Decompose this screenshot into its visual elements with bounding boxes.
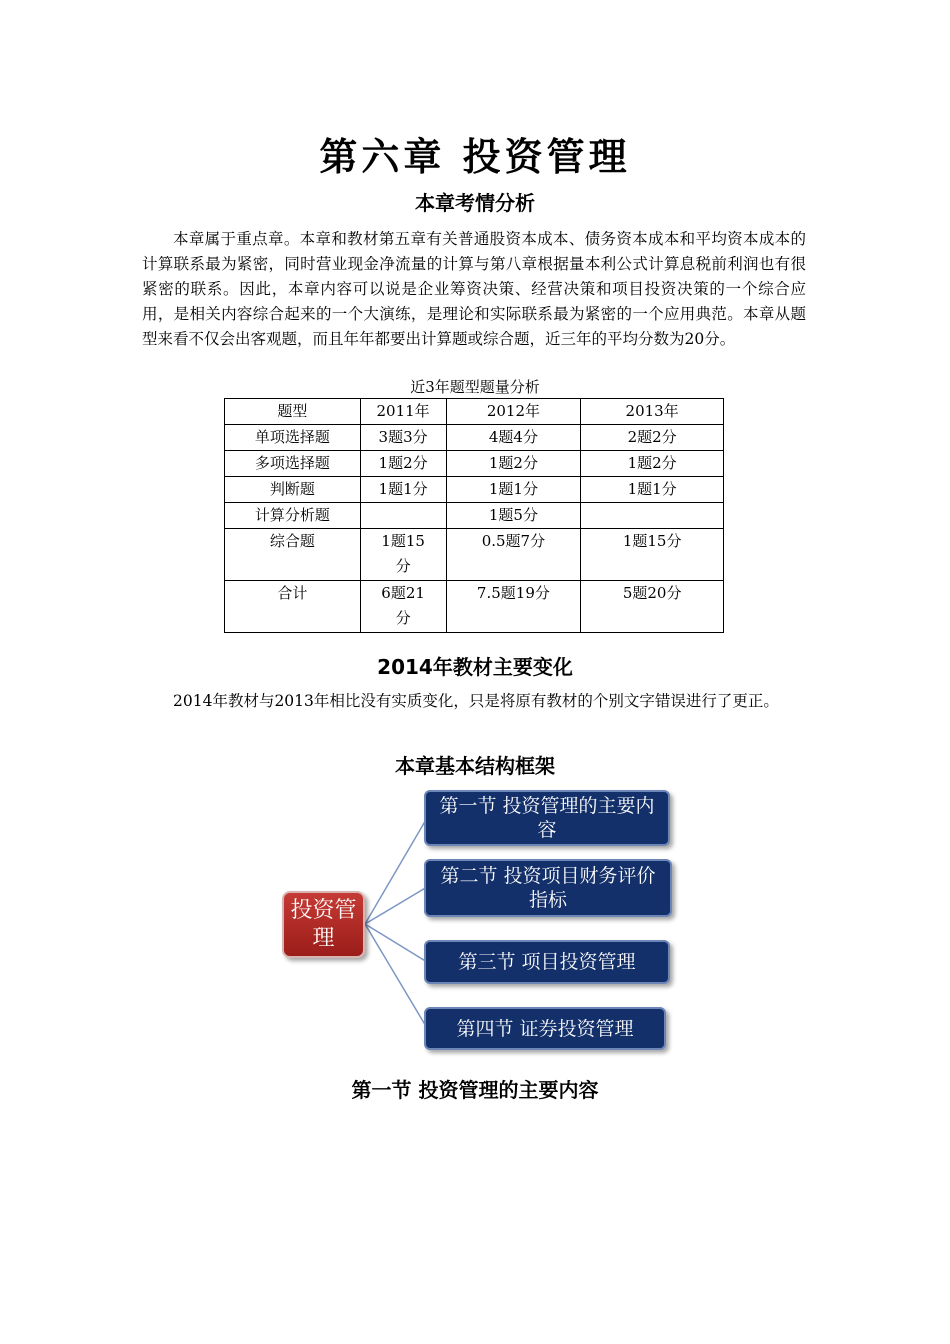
framework-node-section-3: 第三节 项目投资管理 bbox=[424, 940, 670, 984]
table-cell: 合计 bbox=[225, 581, 361, 633]
table-cell: 1题2分 bbox=[360, 451, 446, 477]
framework-node-section-4: 第四节 证券投资管理 bbox=[424, 1007, 666, 1050]
exam-analysis-paragraph: 本章属于重点章。本章和教材第五章有关普通股资本成本、债务资本成本和平均资本成本的计算联系最为紧密，同时营业现金净流量的计算与第八章根据量本利公式计算息税前利润也有很紧密的联系。因此，本章内容可以说是企业筹资决策、经营决策和项目投资决策的一个综合应用，是相关内容综合起来的一个大演练，是理论和实际联系最为紧密的一个应用典范。本章从题型来看不仅会出客观题，而且年年都要出计算题或综合题，近三年的平均分数为20分。 bbox=[142, 230, 806, 348]
connector-line-2 bbox=[365, 887, 427, 924]
table-row bbox=[225, 503, 724, 529]
table-caption: 近3年题型题量分析 bbox=[410, 378, 540, 396]
connector-line-1 bbox=[365, 818, 427, 924]
framework-node-section-2: 第二节 投资项目财务评价指标 bbox=[424, 859, 672, 917]
table-row bbox=[225, 529, 724, 581]
table-cell: 3题3分 bbox=[360, 425, 446, 451]
table-cell: 1题1分 bbox=[360, 477, 446, 503]
connector-line-3 bbox=[365, 924, 427, 962]
changes-heading: 2014年教材主要变化 bbox=[377, 655, 573, 679]
table-cell: 1题15分 bbox=[360, 529, 446, 581]
table-cell: 1题5分 bbox=[446, 503, 581, 529]
header-cell-2012: 2012年 bbox=[446, 399, 581, 425]
section-1-heading: 第一节 投资管理的主要内容 bbox=[351, 1078, 599, 1102]
table-row bbox=[225, 477, 724, 503]
connector-line-4 bbox=[365, 924, 427, 1028]
table-cell: 单项选择题 bbox=[225, 425, 361, 451]
table-cell bbox=[360, 503, 446, 529]
table-cell: 判断题 bbox=[225, 477, 361, 503]
table-row bbox=[225, 581, 724, 633]
table-cell: 5题20分 bbox=[581, 581, 724, 633]
framework-heading: 本章基本结构框架 bbox=[395, 754, 555, 778]
table-cell: 1题1分 bbox=[446, 477, 581, 503]
table-cell: 综合题 bbox=[225, 529, 361, 581]
chapter-title: 第六章 投资管理 bbox=[319, 134, 631, 179]
table-header-row bbox=[225, 399, 724, 425]
header-cell-2011: 2011年 bbox=[360, 399, 446, 425]
table-row bbox=[225, 425, 724, 451]
framework-root-node: 投资管理 bbox=[282, 891, 365, 958]
table-cell: 2题2分 bbox=[581, 425, 724, 451]
framework-node-section-1: 第一节 投资管理的主要内容 bbox=[424, 790, 670, 846]
table-cell: 4题4分 bbox=[446, 425, 581, 451]
table-cell: 计算分析题 bbox=[225, 503, 361, 529]
table-cell: 1题2分 bbox=[446, 451, 581, 477]
table-cell: 1题2分 bbox=[581, 451, 724, 477]
question-stats-table bbox=[224, 398, 724, 633]
table-cell: 1题1分 bbox=[581, 477, 724, 503]
table-row bbox=[225, 451, 724, 477]
table-cell: 6题21分 bbox=[360, 581, 446, 633]
table-cell: 0.5题7分 bbox=[446, 529, 581, 581]
changes-paragraph: 2014年教材与2013年相比没有实质变化，只是将原有教材的个别文字错误进行了更正。 bbox=[173, 692, 779, 710]
exam-analysis-heading: 本章考情分析 bbox=[415, 191, 535, 215]
table-cell: 1题15分 bbox=[581, 529, 724, 581]
table-cell: 7.5题19分 bbox=[446, 581, 581, 633]
table-cell: 多项选择题 bbox=[225, 451, 361, 477]
table-cell bbox=[581, 503, 724, 529]
header-cell-2013: 2013年 bbox=[581, 399, 724, 425]
header-cell-type: 题型 bbox=[225, 399, 361, 425]
